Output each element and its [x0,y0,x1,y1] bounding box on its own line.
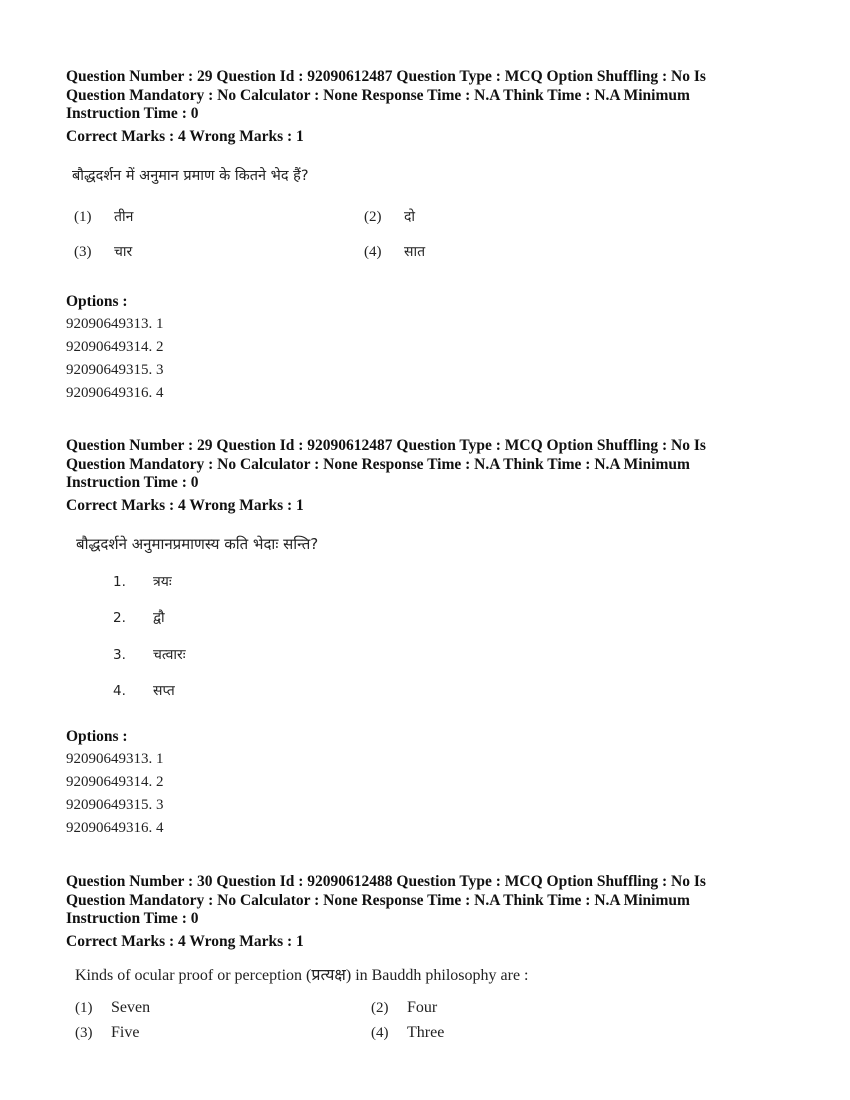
choice-text: सप्त [153,683,175,699]
meta-line: Question Number : 29 Question Id : 92090612487 Question Type : MCQ Option Shuffling : No Is [66,437,706,454]
choice-1 [113,572,172,591]
option-id: 92090649316. 4 [66,385,164,401]
choice-text: त्रयः [153,574,172,590]
question-text: बौद्धदर्शने अनुमानप्रमाणस्य कति भेदाः सन्ति? [76,535,319,553]
choice-3 [74,242,132,261]
meta-line: Instruction Time : 0 [66,910,199,927]
choice-text: सात [404,244,426,260]
option-id: 92090649313. 1 [66,751,164,767]
choice-1 [74,207,133,226]
meta-line: Question Number : 29 Question Id : 92090612487 Question Type : MCQ Option Shuffling : No Is [66,68,706,85]
options-label: Options : [66,728,128,745]
choice-number: 3. [113,647,126,663]
choice-text: Four [407,999,438,1016]
choice-4 [113,681,175,700]
choice-3 [75,1024,139,1042]
question-text: Kinds of ocular proof or perception (प्रत्यक्ष) in Bauddh philosophy are : [75,967,529,984]
choice-1 [75,999,150,1017]
option-id: 92090649316. 4 [66,820,164,836]
question-meta [66,68,786,124]
options-label: Options : [66,293,128,310]
choice-number: (4) [364,244,382,260]
choice-text: Seven [111,999,151,1016]
option-id: 92090649314. 2 [66,774,164,790]
option-id: 92090649313. 1 [66,316,164,332]
option-id: 92090649314. 2 [66,339,164,355]
meta-line: Question Mandatory : No Calculator : None Response Time : N.A Think Time : N.A Minimum [66,455,690,473]
choice-number: (2) [364,209,382,225]
question-meta [66,437,786,493]
choice-number: (3) [74,244,92,260]
meta-line: Instruction Time : 0 [66,105,199,122]
option-id: 92090649315. 3 [66,362,164,378]
choice-text: चार [114,244,133,260]
meta-line: Instruction Time : 0 [66,474,199,491]
choice-number: (2) [371,1000,389,1016]
question-meta [66,873,786,929]
choice-number: 1. [113,574,126,590]
option-id: 92090649315. 3 [66,797,164,813]
marks-line: Correct Marks : 4 Wrong Marks : 1 [66,497,304,514]
choice-text: चत्वारः [153,647,186,663]
choice-number: (1) [75,1000,93,1016]
marks-line: Correct Marks : 4 Wrong Marks : 1 [66,128,304,145]
choice-text: Three [407,1024,445,1041]
choice-number: (1) [74,209,92,225]
choice-4 [371,1024,444,1042]
meta-line: Question Mandatory : No Calculator : None Response Time : N.A Think Time : N.A Minimum [66,891,690,909]
choice-2 [364,207,415,226]
choice-2 [113,608,165,627]
choice-number: 2. [113,610,126,626]
choice-text: दो [404,209,416,225]
question-text: बौद्धदर्शन में अनुमान प्रमाण के कितने भेद हैं? [72,168,309,184]
choice-number: 4. [113,683,126,699]
choice-4 [364,242,425,261]
meta-line: Question Number : 30 Question Id : 92090612488 Question Type : MCQ Option Shuffling : No Is [66,873,706,890]
meta-line: Question Mandatory : No Calculator : None Response Time : N.A Think Time : N.A Minimum [66,86,690,104]
choice-text: Five [111,1024,140,1041]
choice-text: द्वौ [153,610,165,626]
choice-number: (3) [75,1025,93,1041]
choice-number: (4) [371,1025,389,1041]
marks-line: Correct Marks : 4 Wrong Marks : 1 [66,933,304,950]
choice-text: तीन [114,209,134,225]
choice-2 [371,999,437,1017]
choice-3 [113,645,186,664]
